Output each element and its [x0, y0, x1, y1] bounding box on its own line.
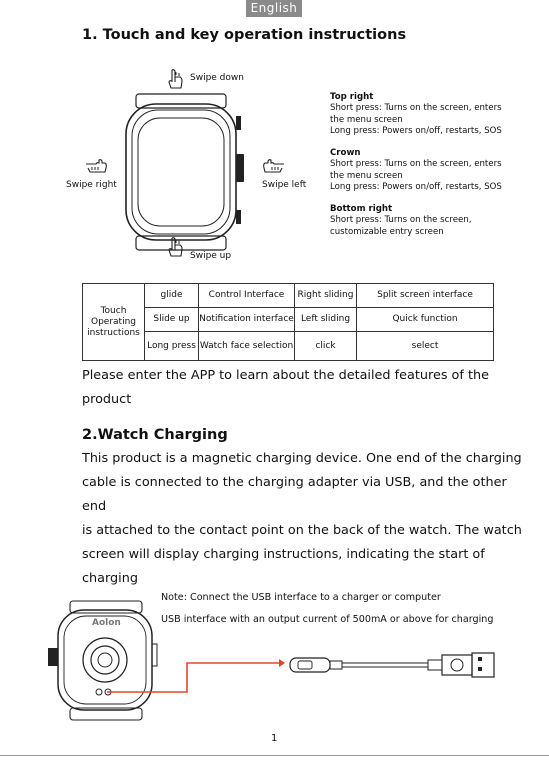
key-bottom-right	[330, 204, 471, 238]
swipe-left-label: Swipe left	[262, 180, 307, 190]
page-number: 1	[271, 733, 278, 744]
paragraph-line: cable is connected to the charging adapter via USB, and the other end	[82, 475, 507, 514]
section-2-title: 2.Watch Charging	[82, 427, 228, 443]
key-bottom-right-line: Short press: Turns on the screen,	[330, 215, 472, 226]
key-top-right	[330, 92, 502, 138]
table-cell: select	[357, 332, 494, 361]
swipe-left-hand-icon	[262, 156, 286, 176]
watch-front-diagram	[118, 92, 254, 252]
footer-rule	[0, 755, 549, 756]
table-cell: glide	[145, 284, 199, 308]
key-crown-line: Long press: Powers on/off, restarts, SOS	[330, 182, 502, 193]
paragraph-line: is attached to the contact point on the back of the watch. The watch	[82, 523, 522, 538]
app-note-line: Please enter the APP to learn about the detailed features of the	[82, 368, 489, 383]
charging-note-1: Note: Connect the USB interface to a charger or computer	[161, 592, 441, 603]
table-cell: click	[295, 332, 357, 361]
swipe-down-label: Swipe down	[190, 73, 244, 83]
key-bottom-right-title: Bottom right	[330, 204, 393, 214]
paragraph-line: screen will display charging instructions, indicating the start of	[82, 547, 485, 562]
row-header-line: Touch	[100, 305, 127, 316]
table-cell: Left sliding	[295, 308, 357, 332]
usb-charging-cable	[288, 650, 498, 680]
pointer-arrow	[105, 656, 285, 696]
row-header-line: instructions	[87, 327, 140, 338]
table-cell: Watch face selection	[199, 332, 295, 361]
key-top-right-title: Top right	[330, 92, 374, 102]
swipe-up-label: Swipe up	[190, 251, 232, 261]
key-crown	[330, 148, 502, 194]
swipe-up-hand-icon	[166, 236, 186, 260]
section-1-title: 1. Touch and key operation instructions	[82, 27, 407, 43]
table-row-header	[83, 284, 145, 361]
table-cell: Control Interface	[199, 284, 295, 308]
app-note-line: product	[82, 392, 132, 407]
key-top-right-line: the menu screen	[330, 114, 403, 125]
paragraph-line: This product is a magnetic charging device. One end of the charging	[82, 451, 522, 466]
key-crown-line: the menu screen	[330, 170, 403, 181]
key-bottom-right-line: customizable entry screen	[330, 226, 444, 237]
charging-paragraph	[82, 447, 532, 591]
touch-operations-table	[82, 283, 494, 361]
table-cell: Right sliding	[295, 284, 357, 308]
app-note	[82, 364, 522, 412]
key-crown-line: Short press: Turns on the screen, enters	[330, 159, 502, 170]
row-header-line: Operating	[91, 316, 136, 327]
swipe-right-hand-icon	[84, 156, 108, 176]
key-top-right-line: Long press: Powers on/off, restarts, SOS	[330, 126, 502, 137]
key-crown-title: Crown	[330, 148, 361, 158]
language-tab: English	[246, 0, 302, 17]
swipe-right-label: Swipe right	[66, 180, 117, 190]
swipe-down-hand-icon	[166, 68, 186, 92]
table-cell: Long press	[145, 332, 199, 361]
key-top-right-line: Short press: Turns on the screen, enters	[330, 103, 502, 114]
watch-brand-logo: Aolon	[92, 618, 121, 628]
table-cell: Split screen interface	[357, 284, 494, 308]
table-cell: Notification interface	[199, 308, 295, 332]
paragraph-line: charging	[82, 571, 138, 586]
table-cell: Quick function	[357, 308, 494, 332]
table-cell: Slide up	[145, 308, 199, 332]
charging-note-2: USB interface with an output current of 500mA or above for charging	[161, 614, 494, 625]
